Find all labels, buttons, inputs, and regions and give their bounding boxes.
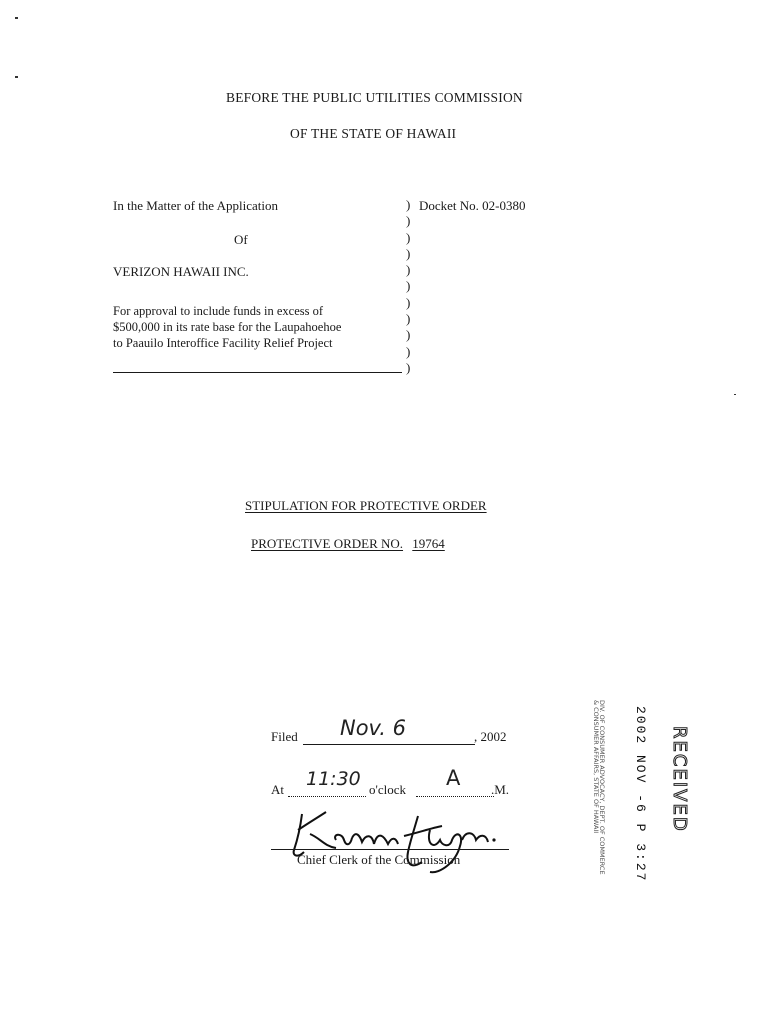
paren: ) xyxy=(406,213,411,229)
paren: ) xyxy=(406,311,411,327)
scan-speck xyxy=(15,76,18,78)
matter-text: In the Matter of the Application xyxy=(113,198,278,213)
filed-date: Nov. 6 xyxy=(340,716,406,740)
purpose-line-1: For approval to include funds in excess of xyxy=(113,304,324,318)
paren: ) xyxy=(406,245,411,261)
clerk-title: Chief Clerk of the Commission xyxy=(297,852,461,867)
filed-meridiem: A xyxy=(446,766,461,790)
paren: ) xyxy=(406,262,411,278)
applicant-name: VERIZON HAWAII INC. xyxy=(113,264,249,279)
scan-speck xyxy=(734,394,736,395)
paren: ) xyxy=(406,343,411,359)
time-line xyxy=(288,796,366,797)
paren: ) xyxy=(406,359,411,375)
filed-time: 11:30 xyxy=(306,768,361,790)
paren: ) xyxy=(406,229,411,245)
caption-paren-column xyxy=(406,197,410,376)
at-label: At xyxy=(271,782,284,797)
signature-line xyxy=(271,849,509,850)
purpose-line-3: to Paauilo Interoffice Facility Relief Project xyxy=(113,336,333,350)
paren: ) xyxy=(406,327,411,343)
commission-header-line2: OF THE STATE OF HAWAII xyxy=(290,126,457,141)
paren: ) xyxy=(406,294,411,310)
stipulation-title: STIPULATION FOR PROTECTIVE ORDER xyxy=(245,498,487,513)
protective-order-line xyxy=(251,536,492,552)
order-label: PROTECTIVE ORDER NO. xyxy=(251,536,404,551)
filed-label: Filed xyxy=(271,729,298,744)
filed-date-line xyxy=(303,744,475,745)
meridiem-line xyxy=(416,796,494,797)
order-number: 19764 xyxy=(412,536,445,551)
stamp-received: RECEIVED xyxy=(669,726,690,833)
of-text: Of xyxy=(234,232,248,247)
caption-bottom-rule xyxy=(113,372,402,373)
paren: ) xyxy=(406,278,411,294)
m-suffix: .M. xyxy=(491,782,510,797)
paren: ) xyxy=(406,197,411,212)
stamp-agency-text: DIV. OF CONSUMER ADVOCACY, DEPT. OF COMMERCE & CONSUMER AFFAIRS, STATE OF HAWAII xyxy=(592,700,606,875)
commission-header-line1: BEFORE THE PUBLIC UTILITIES COMMISSION xyxy=(226,90,523,105)
stamp-date-time: 2002 NOV -6 P 3:27 xyxy=(633,706,648,883)
docket-number: Docket No. 02-0380 xyxy=(419,198,526,213)
filed-year: , 2002 xyxy=(474,729,507,744)
scan-speck xyxy=(15,17,18,19)
oclock-label: o'clock xyxy=(369,782,406,797)
purpose-line-2: $500,000 in its rate base for the Laupahoehoe xyxy=(113,320,342,334)
